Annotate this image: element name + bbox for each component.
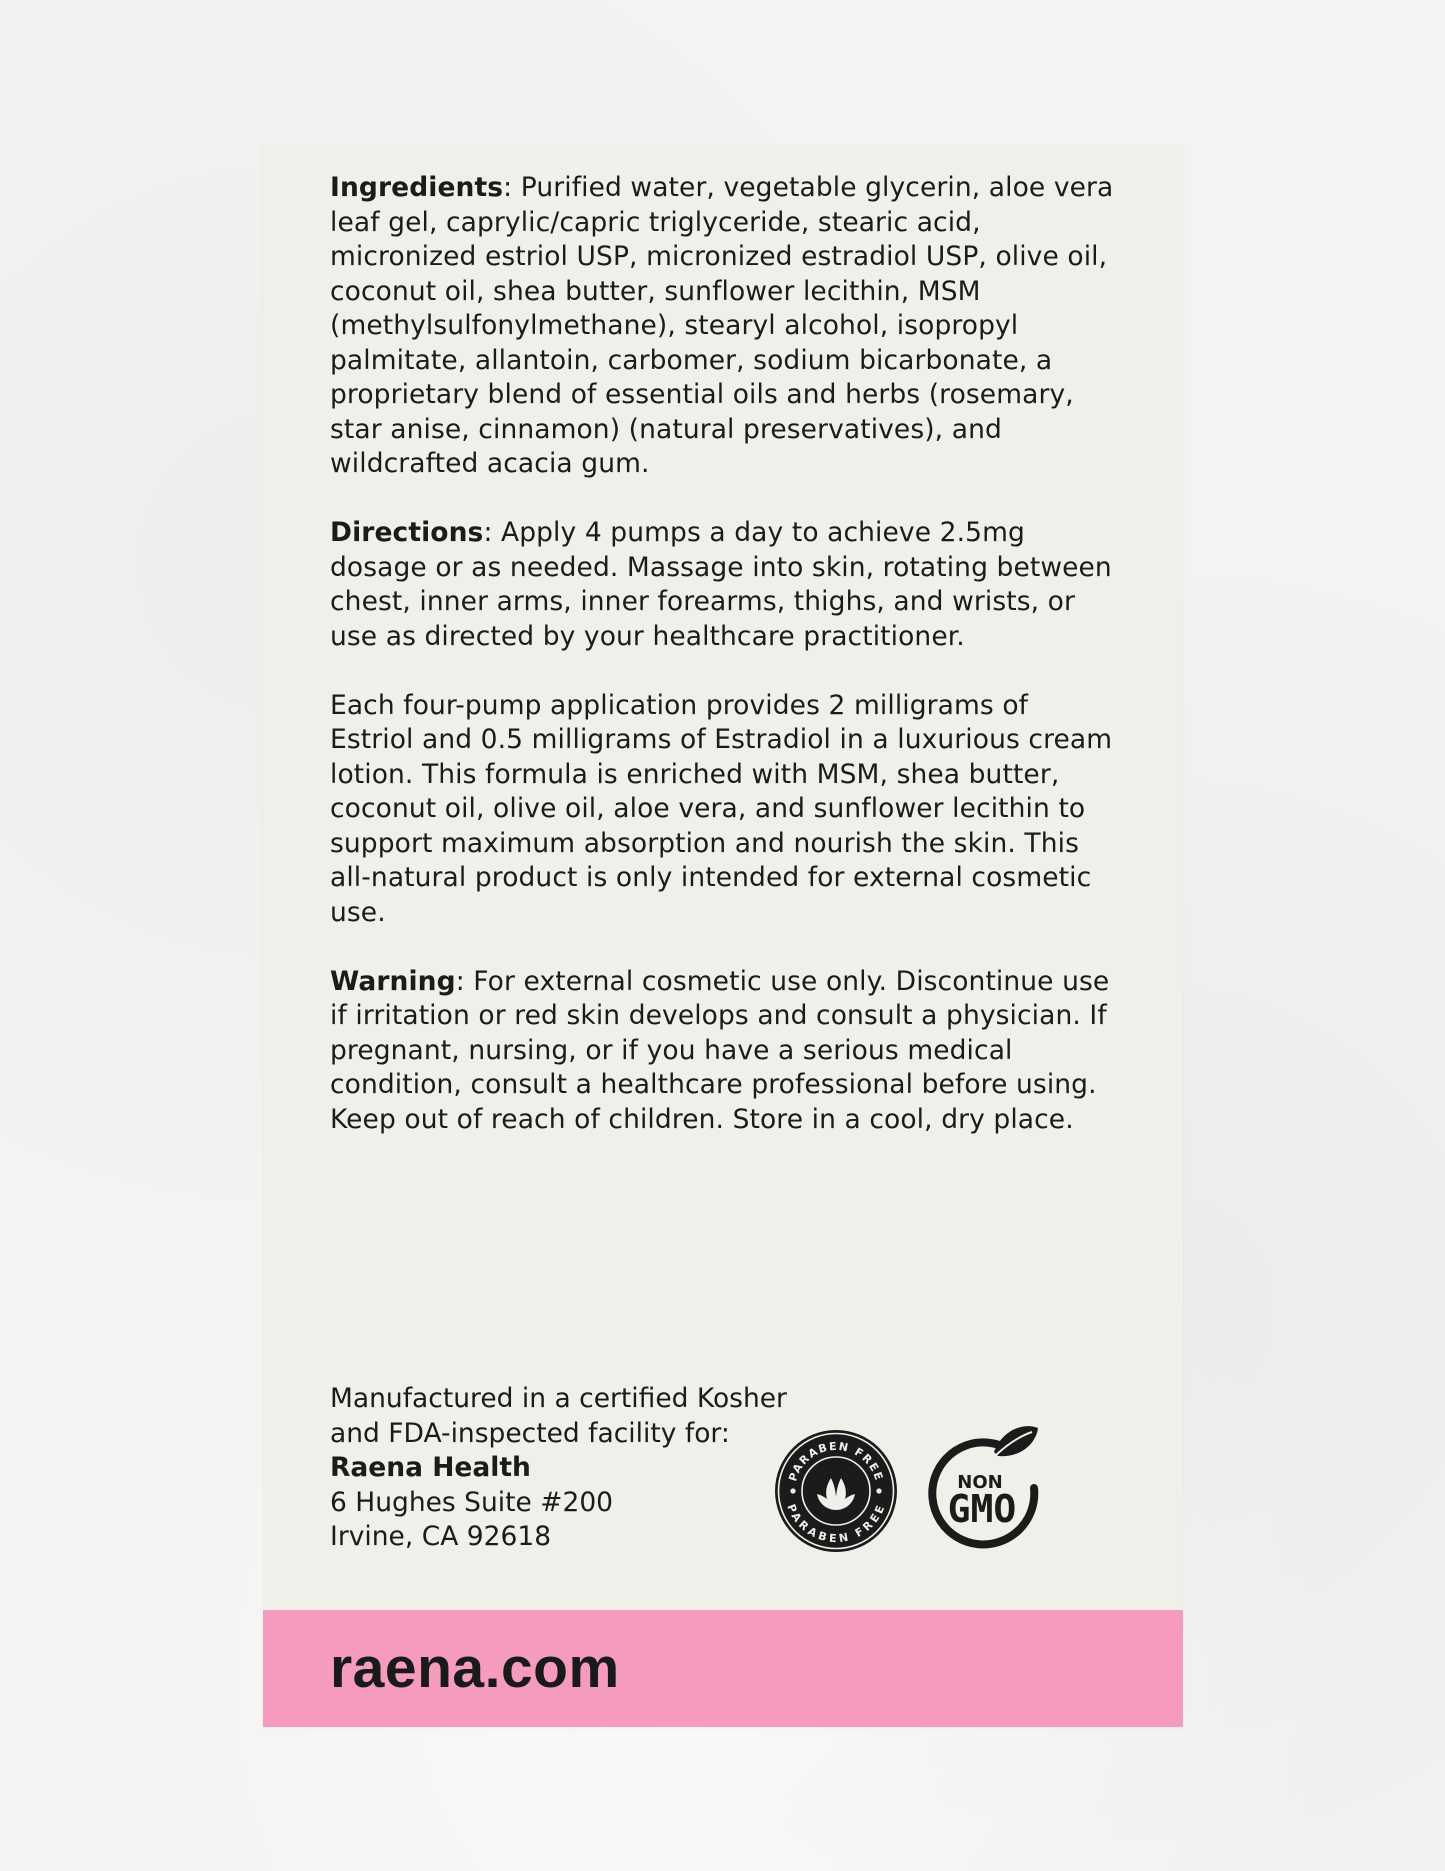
ingredients-heading: Ingredients	[330, 172, 504, 203]
address-line-1: 6 Hughes Suite #200	[330, 1486, 614, 1518]
ingredients-section	[330, 171, 1120, 482]
product-label	[263, 145, 1183, 1727]
warning-text: : For external cosmetic use only. Discontinue use if irritation or red skin develops and consult a physician. If pregnant, nursing, or if you have a serious medical condition, consult a healthcare professional before using. Keep out of reach of children. Store in a cool, dry place.	[330, 965, 1110, 1135]
label-content	[330, 171, 1120, 1172]
manufacturer-line-1: Manufactured in a certified Kosher	[330, 1383, 787, 1414]
paraben-bottom-text: PARABEN FREE	[784, 1502, 888, 1546]
directions-section	[330, 516, 1120, 654]
manufacturer-info	[330, 1382, 810, 1555]
directions-text: : Apply 4 pumps a day to achieve 2.5mg dosage or as needed. Massage into skin, rotating between chest, inner arms, inner forearms, thighs, and wrists, or use as directed by your healthcare practitioner.	[330, 517, 1112, 652]
non-gmo-badge-icon	[924, 1422, 1042, 1554]
manufacturer-line-2: and FDA-inspected facility for:	[330, 1417, 730, 1449]
non-gmo-top-text: NON	[957, 1472, 1003, 1493]
website-link[interactable]: raena.com	[330, 1636, 620, 1700]
non-gmo-bottom-text: GMO	[947, 1487, 1017, 1531]
paraben-top-text: PARABEN FREE	[786, 1439, 886, 1483]
company-name: Raena Health	[330, 1452, 531, 1483]
paraben-free-badge-icon	[773, 1428, 899, 1554]
warning-section	[330, 965, 1120, 1138]
ingredients-text: : Purified water, vegetable glycerin, aloe vera leaf gel, caprylic/capric triglyceride, stearic acid, micronized estriol USP, micronized estradiol USP, olive oil, coconut oil, shea butter, sunflower lecithin, MSM (methylsulfonylmethane), stearyl alcohol, isopropyl palmitate, allantoin, carbomer, sodium bicarbonate, a proprietary blend of essential oils and herbs (rosemary, star anise, cinnamon) (natural preservatives), and wildcrafted acacia gum.	[330, 172, 1114, 479]
directions-heading: Directions	[330, 517, 484, 548]
footer-band	[263, 1610, 1183, 1727]
address-line-2: Irvine, CA 92618	[330, 1521, 552, 1552]
warning-heading: Warning	[330, 965, 456, 997]
product-description: Each four-pump application provides 2 milligrams of Estriol and 0.5 milligrams of Estradiol in a luxurious cream lotion. This formula is enriched with MSM, shea butter, coconut oil, olive oil, aloe vera, and sunflower lecithin to support maximum absorption and nourish the skin. This all-natural product is only intended for external cosmetic use.	[330, 689, 1113, 928]
